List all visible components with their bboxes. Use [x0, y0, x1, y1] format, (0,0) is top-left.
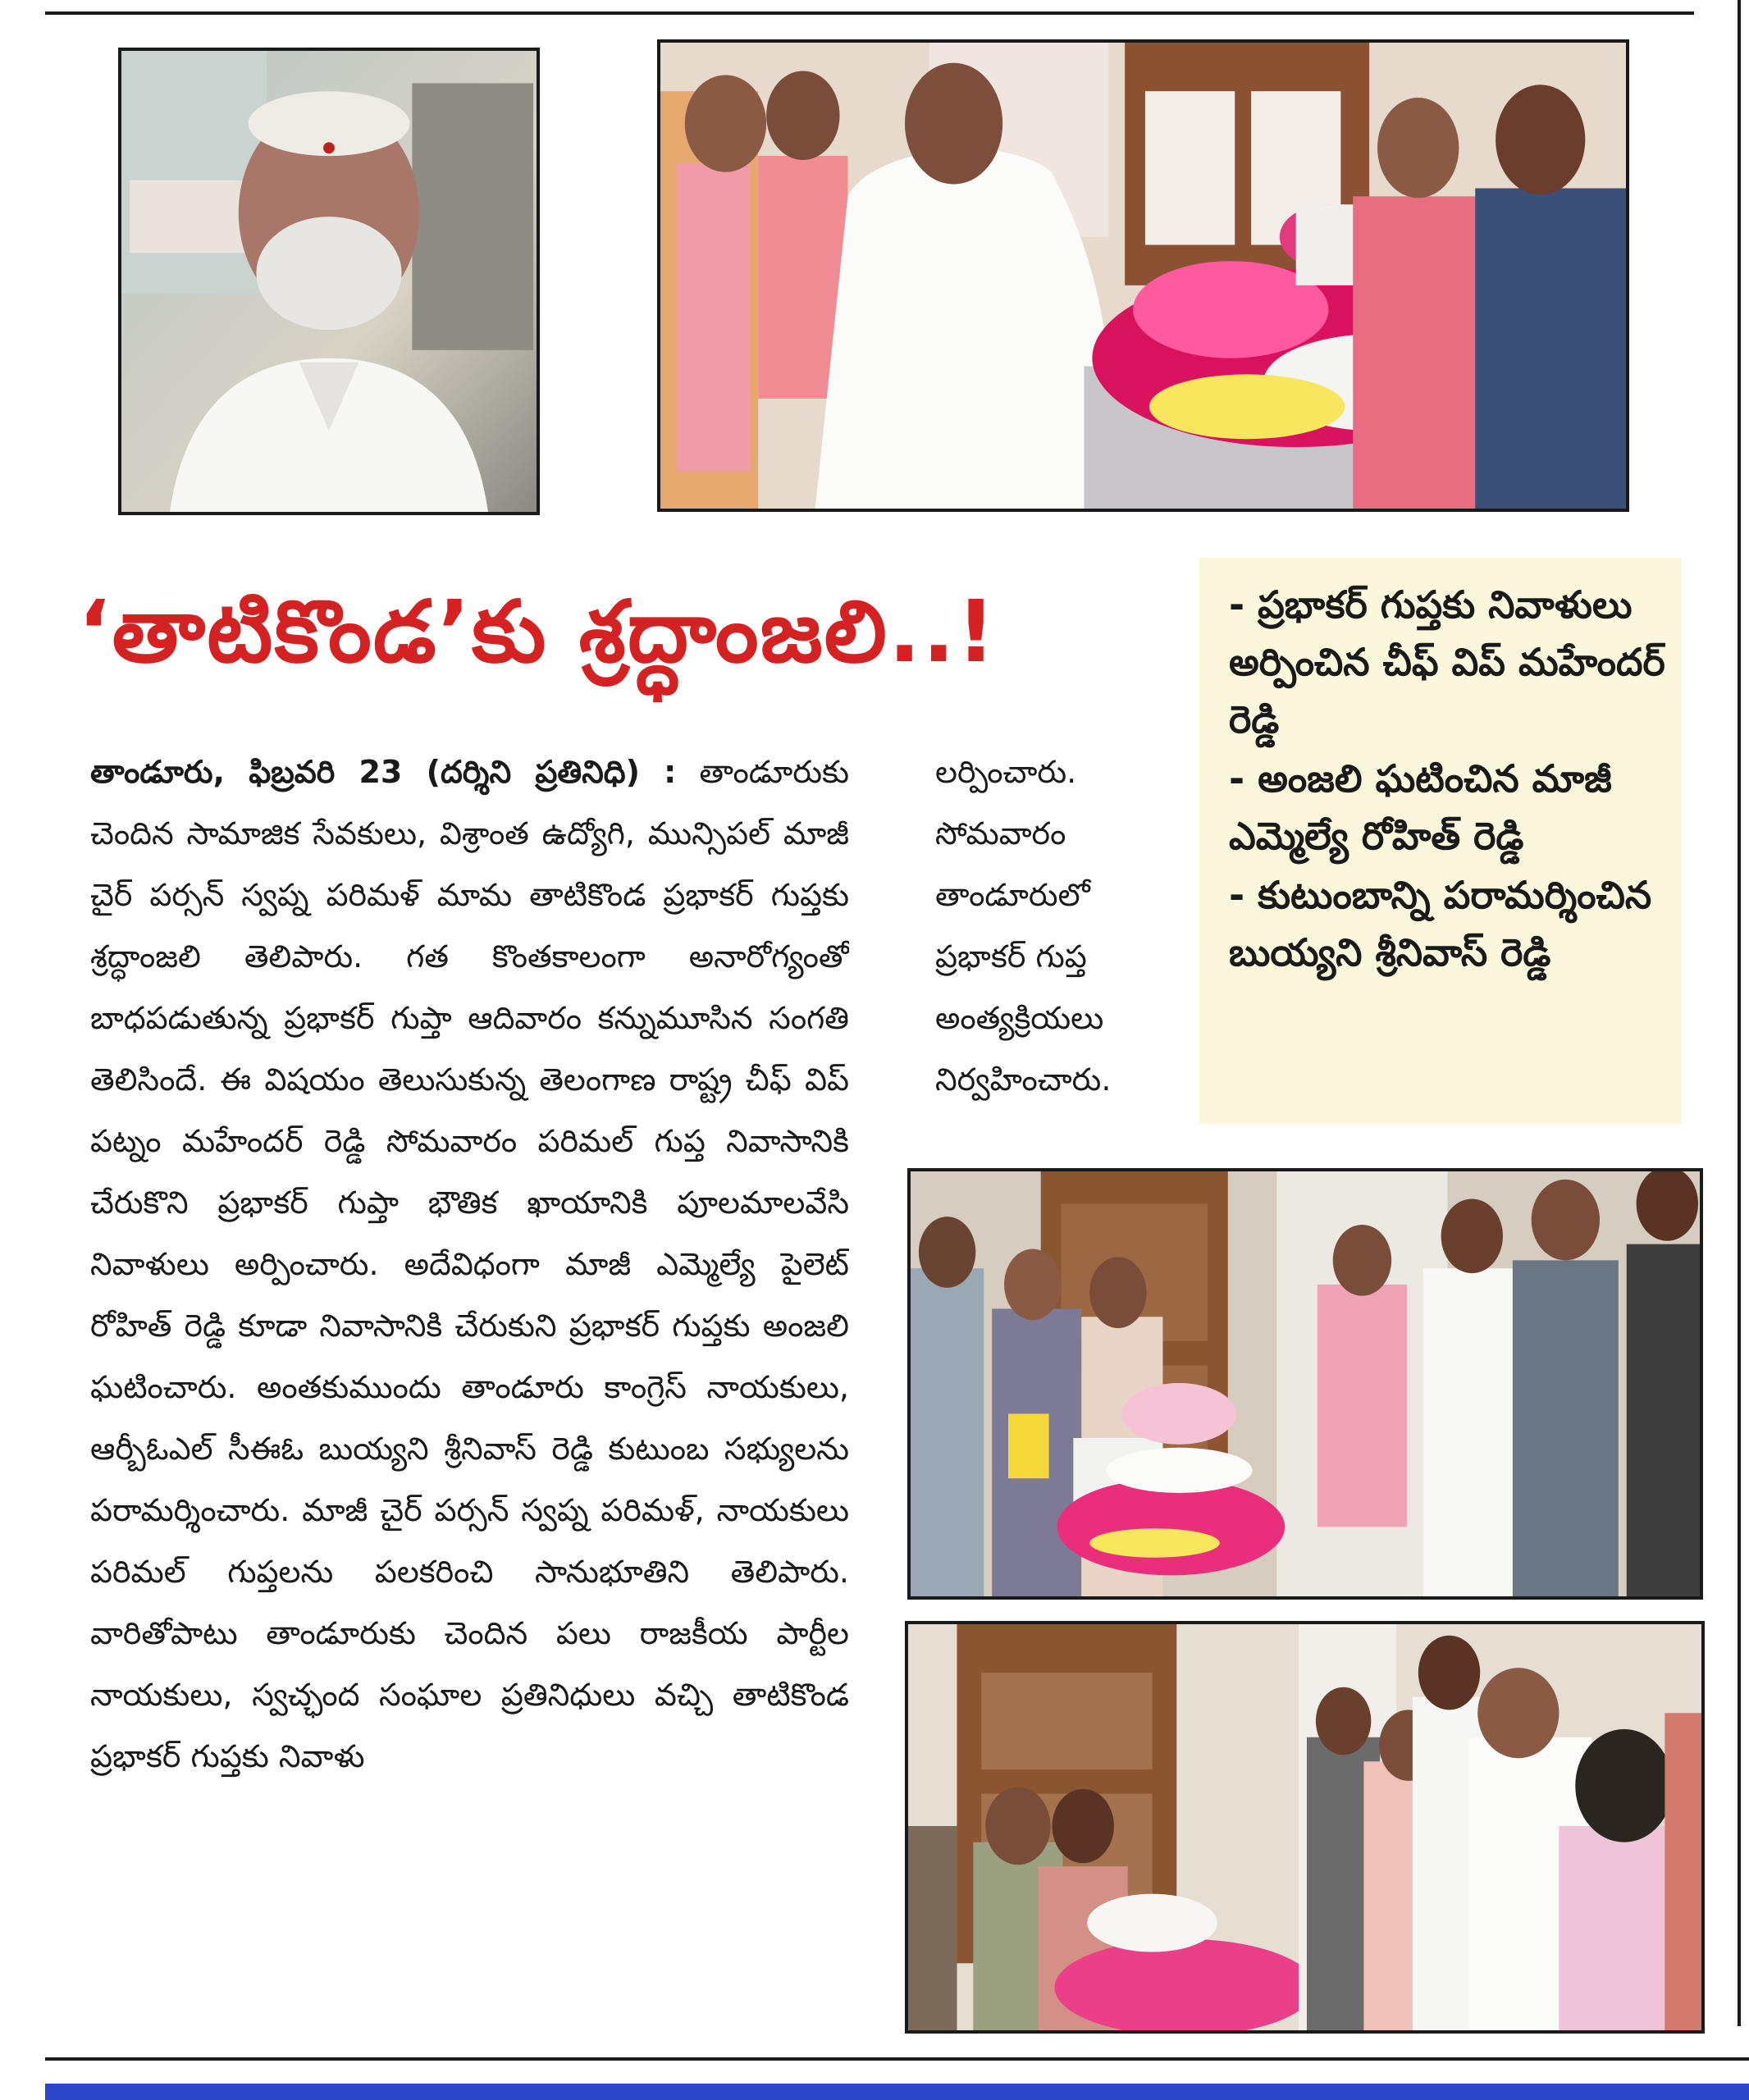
- article-body-text: తాండూరుకు చెందిన సామాజిక సేవకులు, విశ్రాంత ఉద్యోగి, మున్సిపల్ మాజీ చైర్ పర్సన్ స్వప్న పరిమళ్ మామ తాటికొండ ప్రభాకర్ గుప్తకు శ్రద్ధాంజలి తెలిపారు. గత కొంతకాలంగా అనారోగ్యంతో బాధపడుతున్న ప్రభాకర్ గుప్తా ఆదివారం కన్నుమూసిన సంగతి తెలిసిందే. ఈ విషయం తెలుసుకున్న తెలంగాణ రాష్ట్ర చీఫ్ విప్ పట్నం మహేందర్ రెడ్డి సోమవారం పరిమల్ గుప్త నివాసానికి చేరుకొని ప్రభాకర్ గుప్తా భౌతిక ఖాయానికి పూలమాలవేసి నివాళులు అర్పించారు. అదేవిధంగా మాజీ ఎమ్మెల్యే పైలెట్ రోహిత్ రెడ్డి కూడా నివాసానికి చేరుకుని ప్రభాకర్ గుప్తకు అంజలి ఘటించారు. అంతకుముందు తాండూరు కాంగ్రెస్ నాయకులు, ఆర్బీఓఎల్ సీఈఓ బుయ్యని శ్రీనివాస్ రెడ్డి కుటుంబ సభ్యులను పరామర్శించారు. మాజీ చైర్ పర్సన్ స్వప్న పరిమళ్, నాయకులు పరిమల్ గుప్తలను పలకరించి సానుభూతిని తెలిపారు. వారితోపాటు తాండూరుకు చెందిన పలు రాజకీయ పార్టీల నాయకులు, స్వచ్ఛంద సంఘాల ప్రతినిధులు వచ్చి తాటికొండ ప్రభాకర్ గుప్తకు నివాళు: [90, 754, 849, 1774]
- mourners-photo-1: [907, 1168, 1703, 1600]
- article-continuation: లర్పించారు. సోమవారం తాండూరులో ప్రభాకర్ గుప్త అంత్యక్రియలు నిర్వహించారు.: [935, 754, 1112, 1098]
- footer-band: [45, 2084, 1749, 2100]
- highlights-sidebar: [1199, 558, 1682, 1124]
- sidebar-point-2: - అంజలి ఘటించిన మాజీ ఎమ్మెల్యే రోహిత్ రెడ్డి: [1229, 756, 1612, 858]
- article-body: [90, 742, 849, 2021]
- sidebar-point-1: - ప్రభాకర్ గుప్తకు నివాళులు అర్పించిన చీఫ్ విప్ మహేందర్ రెడ్డి: [1229, 582, 1665, 742]
- mourners-photo-2: [905, 1621, 1705, 2034]
- portrait-photo: [118, 48, 540, 515]
- headline: ‘తాటికొండ’కు శ్రద్ధాంజలి..!: [78, 582, 998, 682]
- dateline: తాండూరు, ఫిబ్రవరి 23 (దర్శిని ప్రతినిధి) :: [90, 754, 677, 790]
- bottom-rule: [45, 2057, 1749, 2061]
- right-rule: [1738, 0, 1741, 2026]
- top-rule: [45, 11, 1694, 15]
- garlanding-photo: [657, 39, 1629, 512]
- sidebar-point-3: - కుటుంబాన్ని పరామర్శించిన బుయ్యని శ్రీనివాస్ రెడ్డి: [1229, 873, 1652, 975]
